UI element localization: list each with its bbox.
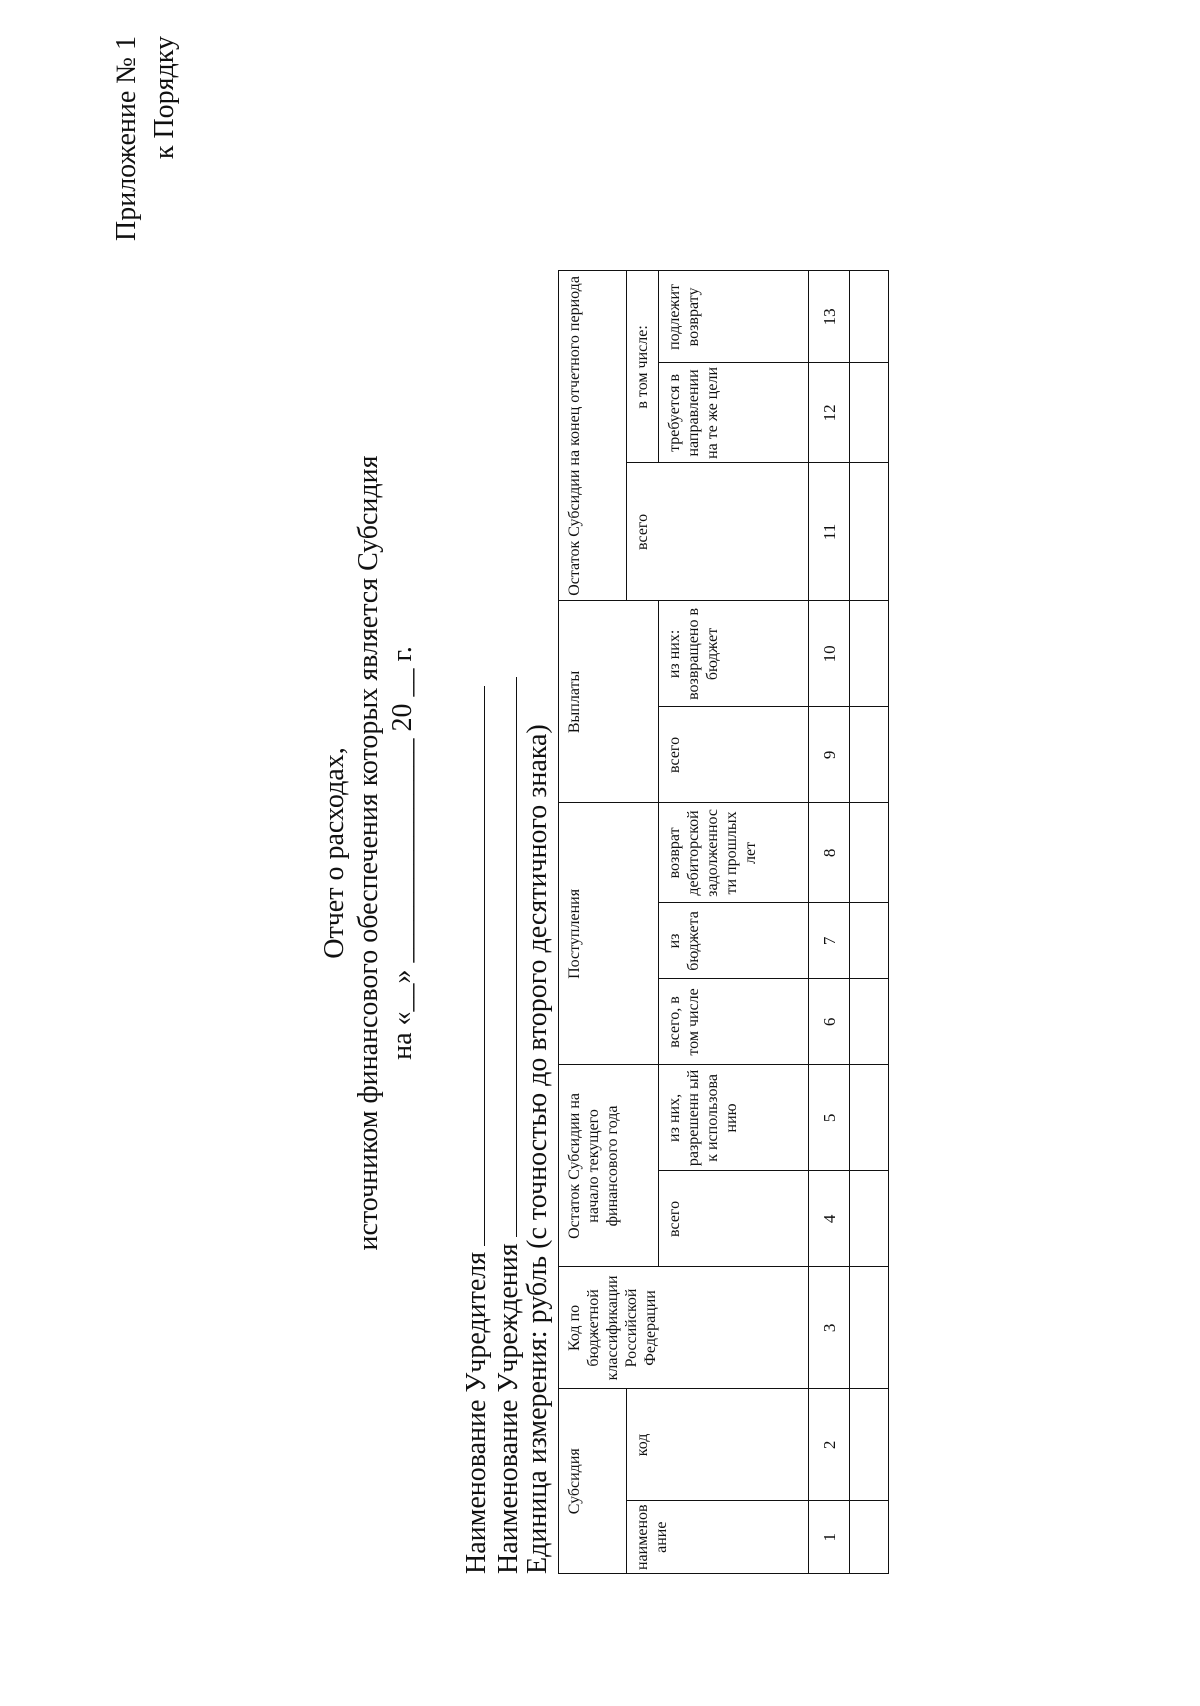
institution-blank-line[interactable] [490,677,517,1237]
column-number-row [809,271,850,1574]
col-budget-code: Код по бюджетной классификации Российской Федерации [559,1267,809,1389]
form-fields [458,677,554,1574]
col-name: наименов ание [627,1501,809,1574]
col-py-returned: из них: возвращено в бюджет [659,601,809,707]
column-number-3: 3 [809,1267,850,1389]
founder-blank-line[interactable] [458,686,485,1246]
data-cell-9[interactable] [850,707,889,803]
column-number-8: 8 [809,803,850,903]
column-number-7: 7 [809,903,850,979]
col-code: код [627,1389,809,1501]
column-number-4: 4 [809,1171,850,1267]
institution-label: Наименование Учреждения [493,1243,524,1574]
data-cell-5[interactable] [850,1065,889,1171]
col-be-needed: требуется в направлении на те же цели [659,363,809,463]
group-balance-start: Остаток Субсидии на начало текущего финансового года [559,1065,659,1267]
data-cell-8[interactable] [850,803,889,903]
data-cell-4[interactable] [850,1171,889,1267]
col-be-return: подлежит возврату [659,271,809,363]
column-number-6: 6 [809,979,850,1065]
data-cell-3[interactable] [850,1267,889,1389]
data-cell-6[interactable] [850,979,889,1065]
empty-data-row[interactable] [850,271,889,1574]
col-bs-allowed: из них, разрешенн ый к использова нию [659,1065,809,1171]
column-number-9: 9 [809,707,850,803]
report-title [318,0,420,1706]
group-payments: Выплаты [559,601,659,803]
col-rc-total: всего, в том числе [659,979,809,1065]
title-line-1: Отчет о расходах, [319,747,350,959]
column-number-1: 1 [809,1501,850,1574]
institution-field [490,677,522,1574]
founder-label: Наименование Учредителя [461,1251,492,1574]
col-rc-budget: из бюджета [659,903,809,979]
group-balance-end-incl: в том числе: [627,271,659,463]
annex-line-2: к Порядку [149,36,180,160]
annex-line-1: Приложение № 1 [111,36,142,241]
founder-field [458,677,490,1574]
col-be-total: всего [627,463,809,601]
col-bs-total: всего [659,1171,809,1267]
title-line-2: источником финансового обеспечения которых является Субсидия [353,455,384,1251]
column-number-12: 12 [809,363,850,463]
group-subsidy: Субсидия [559,1389,627,1574]
report-table [558,270,889,1574]
data-cell-10[interactable] [850,601,889,707]
group-receipts: Поступления [559,803,659,1065]
column-number-2: 2 [809,1389,850,1501]
column-number-5: 5 [809,1065,850,1171]
data-cell-1[interactable] [850,1501,889,1574]
column-number-10: 10 [809,601,850,707]
data-cell-12[interactable] [850,363,889,463]
group-balance-end: Остаток Субсидии на конец отчетного периода [559,271,627,601]
unit-field [522,677,554,1574]
data-cell-11[interactable] [850,463,889,601]
data-cell-13[interactable] [850,271,889,363]
annex-label [108,36,184,256]
column-number-13: 13 [809,271,850,363]
column-number-11: 11 [809,463,850,601]
data-cell-2[interactable] [850,1389,889,1501]
unit-label: Единица измерения: рубль (с точностью до второго десятичного знака) [522,724,553,1574]
col-rc-debt: возврат дебиторской задолженнос ти прошлых лет [659,803,809,903]
title-line-3: на «__» ________________ 20 __ г. [387,646,418,1060]
data-cell-7[interactable] [850,903,889,979]
col-py-total: всего [659,707,809,803]
